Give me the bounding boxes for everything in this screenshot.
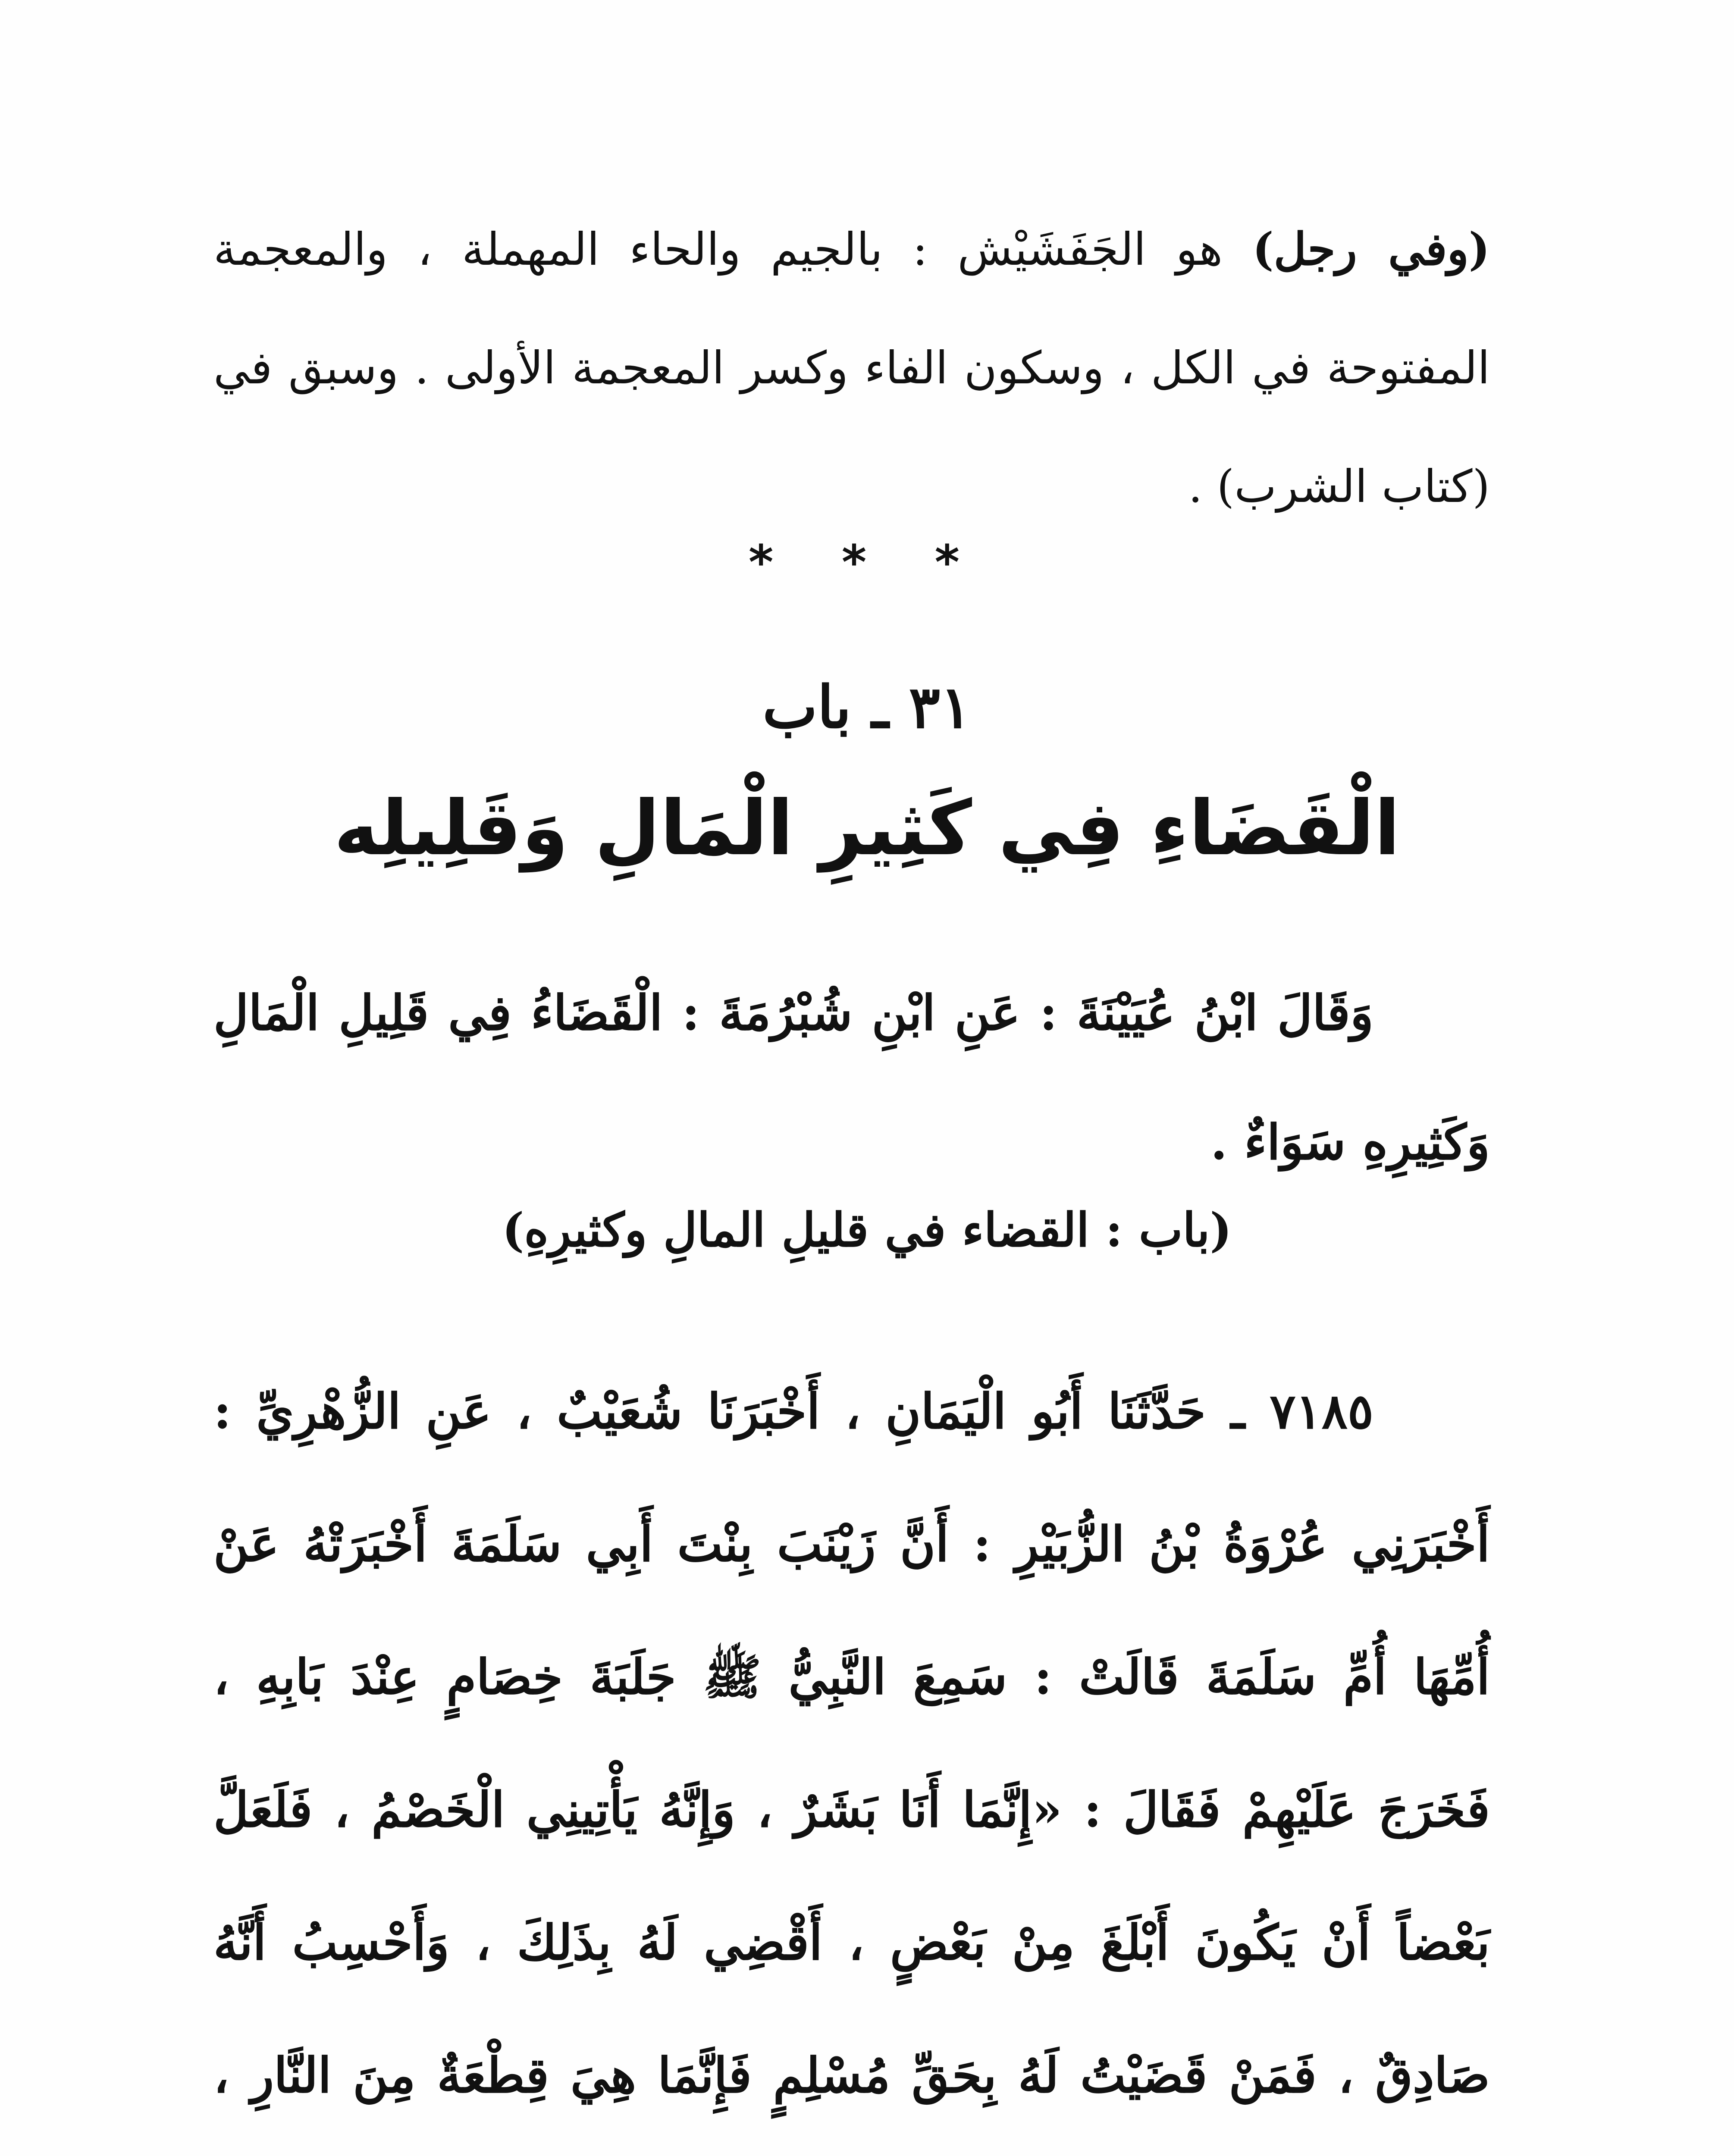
intro-paragraph xyxy=(213,190,1490,546)
intro-text: هو الجَفَشَيْش : بالجيم والحاء المهملة ، والمعجمة المفتوحة في الكل ، وسكون الفاء وكسر المعجمة الأولى . وسبق في (كتاب الشرب) . xyxy=(213,223,1490,513)
hadith-paragraph: ٧١٨٥ ـ حَدَّثَنَا أَبُو الْيَمَانِ ، أَخْبَرَنَا شُعَيْبٌ ، عَنِ الزُّهْرِيِّ : أَخْبَرَنِي عُرْوَةُ بْنُ الزُّبَيْرِ : أَنَّ زَيْنَبَ بِنْتَ أَبِي سَلَمَةَ أَخْبَرَتْهُ عَنْ أُمِّهَا أُمِّ سَلَمَةَ قَالَتْ : سَمِعَ النَّبِيُّ ﷺ جَلَبَةَ خِصَامٍ عِنْدَ بَابِهِ ، فَخَرَجَ عَلَيْهِمْ فَقَالَ : «إِنَّمَا أَنَا بَشَرٌ ، وَإِنَّهُ يَأْتِينِي الْخَصْمُ ، فَلَعَلَّ بَعْضاً أَنْ يَكُونَ أَبْلَغَ مِنْ بَعْضٍ ، أَقْضِي لَهُ بِذَلِكَ ، وَأَحْسِبُ أَنَّهُ صَادِقٌ ، فَمَنْ قَضَيْتُ لَهُ بِحَقِّ مُسْلِمٍ فَإِنَّمَا هِيَ قِطْعَةٌ مِنَ النَّارِ ، xyxy=(213,1383,1490,2104)
sub-heading: (باب : القضاء في قليلِ المالِ وكثيرِهِ) xyxy=(502,1203,1232,1257)
qal-paragraph: وَقَالَ ابْنُ عُيَيْنَةَ : عَنِ ابْنِ شُبْرُمَةَ : الْقَضَاءُ فِي قَلِيلِ الْمَالِ وَكَثِيرِهِ سَوَاءٌ . xyxy=(213,985,1490,1171)
chapter-number: ٣١ ـ باب xyxy=(762,673,972,741)
section-separator: * * * xyxy=(748,535,986,590)
intro-term: (وفي رجل) xyxy=(1252,222,1490,276)
chapter-title: الْقَضَاءِ فِي كَثِيرِ الْمَالِ وَقَلِيلِه xyxy=(334,785,1400,872)
